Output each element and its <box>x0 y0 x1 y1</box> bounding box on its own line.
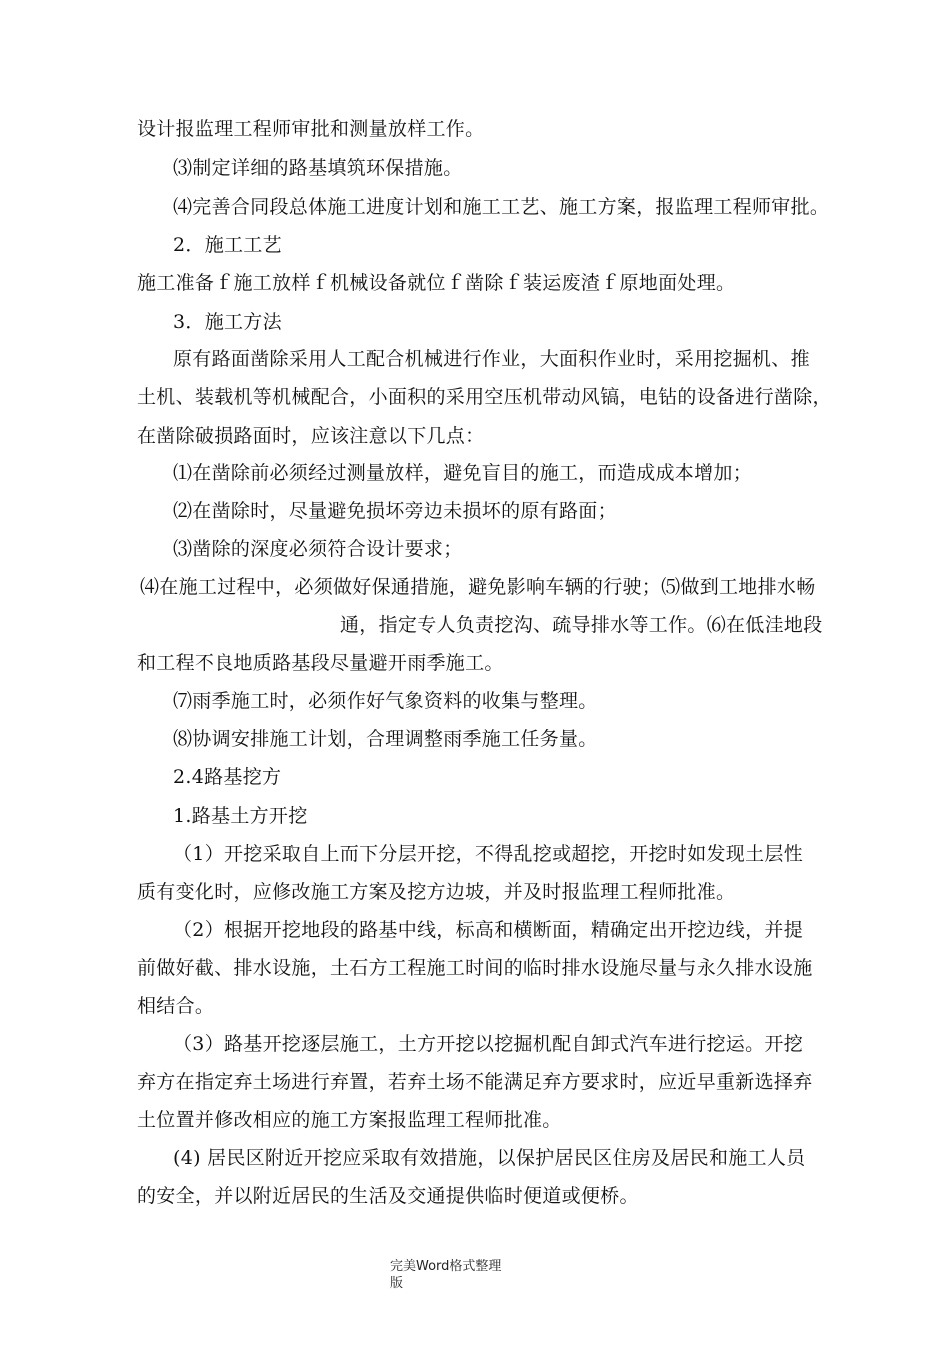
body-line-26: 弃方在指定弃土场进行弃置，若弃土场不能满足弃方要求时，应近早重新选择弃 <box>137 1071 813 1093</box>
body-line-28: (4) 居民区附近开挖应采取有效措施，以保护居民区住房及居民和施工人员 <box>173 1147 806 1169</box>
body-line-14: 通，指定专人负责挖沟、疏导排水等工作。⑹在低洼地段 <box>340 614 823 636</box>
body-line-17: ⑻协调安排施工计划，合理调整雨季施工任务量。 <box>173 728 598 750</box>
body-line-29: 的安全，并以附近居民的生活及交通提供临时便道或便桥。 <box>137 1185 639 1207</box>
subsection-heading-earthwork: 1.路基土方开挖 <box>173 805 308 827</box>
section-heading-method: 3．施工方法 <box>173 311 282 333</box>
page-footer <box>390 1258 501 1292</box>
body-line-7: 原有路面凿除采用人工配合机械进行作业，大面积作业时，采用挖掘机、推 <box>173 348 810 370</box>
body-line-16: ⑺雨季施工时，必须作好气象资料的收集与整理。 <box>173 690 598 712</box>
footer-line-2: 版 <box>390 1276 404 1291</box>
footer-line-1: 完美Word格式整理 <box>390 1259 502 1274</box>
body-line-21: 质有变化时，应修改施工方案及挖方边坡，并及时报监理工程师批准。 <box>137 881 736 903</box>
body-line-12: ⑶凿除的深度必须符合设计要求； <box>173 538 463 560</box>
section-heading-process: 2．施工工艺 <box>173 234 282 256</box>
body-line-15: 和工程不良地质路基段尽量避开雨季施工。 <box>137 652 504 674</box>
body-line-1: 设计报监理工程师审批和测量放样工作。 <box>137 118 485 140</box>
body-line-3: ⑷完善合同段总体施工进度计划和施工工艺、施工方案，报监理工程师审批。 <box>173 196 830 218</box>
body-line-9: 在凿除破损路面时，应该注意以下几点： <box>137 425 485 447</box>
body-line-10: ⑴在凿除前必须经过测量放样，避免盲目的施工，而造成成本增加； <box>173 462 753 484</box>
body-line-8: 土机、装载机等机械配合，小面积的采用空压机带动风镐，电钻的设备进行凿除， <box>137 386 832 408</box>
body-line-22: （2）根据开挖地段的路基中线，标高和横断面，精确定出开挖边线，并提 <box>173 919 803 941</box>
body-line-20: （1）开挖采取自上而下分层开挖，不得乱挖或超挖，开挖时如发现土层性 <box>173 843 803 865</box>
body-line-27: 土位置并修改相应的施工方案报监理工程师批准。 <box>137 1109 562 1131</box>
body-line-2: ⑶制定详细的路基填筑环保措施。 <box>173 157 463 179</box>
body-line-25: （3）路基开挖逐层施工，土方开挖以挖掘机配自卸式汽车进行挖运。开挖 <box>173 1033 803 1055</box>
body-line-5: 施工准备ｆ施工放样ｆ机械设备就位ｆ凿除ｆ装运废渣ｆ原地面处理。 <box>137 272 736 294</box>
body-line-23: 前做好截、排水设施，土石方工程施工时间的临时排水设施尽量与永久排水设施 <box>137 957 813 979</box>
section-heading-excavation: 2.4路基挖方 <box>173 766 282 788</box>
body-line-24: 相结合。 <box>137 995 215 1017</box>
body-line-13: ⑷在施工过程中，必须做好保通措施，避免影响车辆的行驶；⑸做到工地排水畅 <box>140 576 816 598</box>
body-line-11: ⑵在凿除时，尽量避免损坏旁边未损坏的原有路面； <box>173 500 617 522</box>
